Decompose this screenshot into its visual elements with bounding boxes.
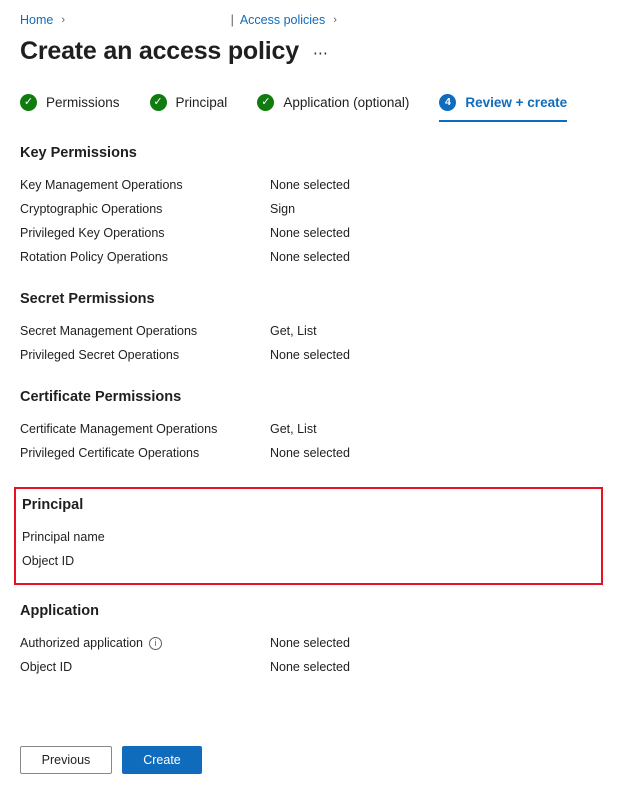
- footer-actions: [0, 746, 617, 792]
- tab-application-label: Application (optional): [283, 95, 410, 110]
- row-label: Privileged Certificate Operations: [20, 446, 200, 460]
- row-value: Sign: [270, 202, 296, 216]
- row-value: Get, List: [270, 422, 317, 436]
- table-row: [22, 549, 595, 573]
- previous-button[interactable]: Previous: [20, 746, 112, 774]
- breadcrumb-chevron-icon: ›: [61, 14, 66, 26]
- section-secret-permissions: [20, 291, 597, 367]
- table-row: [22, 525, 595, 549]
- row-value: None selected: [270, 226, 350, 240]
- table-row: [20, 655, 597, 679]
- table-row: [20, 221, 597, 245]
- row-value: Get, List: [270, 324, 317, 338]
- page-title: Create an access policy: [20, 37, 299, 65]
- check-icon: ✓: [257, 94, 274, 111]
- section-title: Principal: [22, 497, 84, 513]
- review-content: [0, 145, 617, 679]
- wizard-tabs: [0, 88, 617, 123]
- check-icon: ✓: [150, 94, 167, 111]
- info-icon[interactable]: i: [149, 637, 162, 650]
- row-value: None selected: [270, 250, 350, 264]
- breadcrumb: [0, 0, 617, 30]
- row-label: Cryptographic Operations: [20, 202, 163, 216]
- tab-permissions-label: Permissions: [46, 95, 120, 110]
- breadcrumb-divider: |: [230, 13, 234, 27]
- table-row: [20, 417, 597, 441]
- table-row: [20, 319, 597, 343]
- row-value: None selected: [270, 348, 350, 362]
- table-row: [20, 441, 597, 465]
- table-row: [20, 631, 597, 655]
- row-value: None selected: [270, 660, 350, 674]
- tab-principal[interactable]: [150, 88, 228, 122]
- row-label: Key Management Operations: [20, 178, 183, 192]
- row-label: Secret Management Operations: [20, 324, 198, 338]
- section-title: Secret Permissions: [20, 291, 155, 307]
- row-label: Object ID: [20, 660, 73, 674]
- table-row: [20, 173, 597, 197]
- step-number-icon: 4: [439, 94, 456, 111]
- row-label-text: Authorized application: [20, 636, 143, 650]
- section-certificate-permissions: [20, 389, 597, 465]
- row-label: Object ID: [22, 554, 75, 568]
- row-label: Certificate Management Operations: [20, 422, 218, 436]
- section-title: Key Permissions: [20, 145, 137, 161]
- section-title: Application: [20, 603, 99, 619]
- table-row: [20, 245, 597, 269]
- tab-review-create[interactable]: [439, 88, 567, 122]
- row-value: None selected: [270, 178, 350, 192]
- section-title: Certificate Permissions: [20, 389, 182, 405]
- row-label: Rotation Policy Operations: [20, 250, 168, 264]
- section-application: [20, 603, 597, 679]
- row-value: None selected: [270, 636, 350, 650]
- check-icon: ✓: [20, 94, 37, 111]
- breadcrumb-chevron-icon-2: ›: [333, 14, 337, 26]
- tab-review-create-label: Review + create: [465, 95, 568, 110]
- table-row: [20, 197, 597, 221]
- table-row: [20, 343, 597, 367]
- tab-permissions[interactable]: [20, 88, 120, 122]
- tab-application[interactable]: [257, 88, 409, 122]
- principal-highlight-box: [14, 487, 603, 585]
- more-options-icon[interactable]: ⋯: [312, 45, 329, 62]
- breadcrumb-item-home[interactable]: Home: [20, 13, 54, 27]
- title-row: [0, 30, 617, 66]
- row-label: Principal name: [22, 530, 105, 544]
- row-label: Privileged Secret Operations: [20, 348, 180, 362]
- section-key-permissions: [20, 145, 597, 269]
- tab-principal-label: Principal: [175, 95, 228, 110]
- row-label: [20, 631, 270, 655]
- row-label: Privileged Key Operations: [20, 226, 165, 240]
- section-principal: [22, 497, 595, 573]
- create-button[interactable]: Create: [122, 746, 202, 774]
- row-value: None selected: [270, 446, 350, 460]
- breadcrumb-item-access-policies[interactable]: Access policies: [239, 13, 326, 27]
